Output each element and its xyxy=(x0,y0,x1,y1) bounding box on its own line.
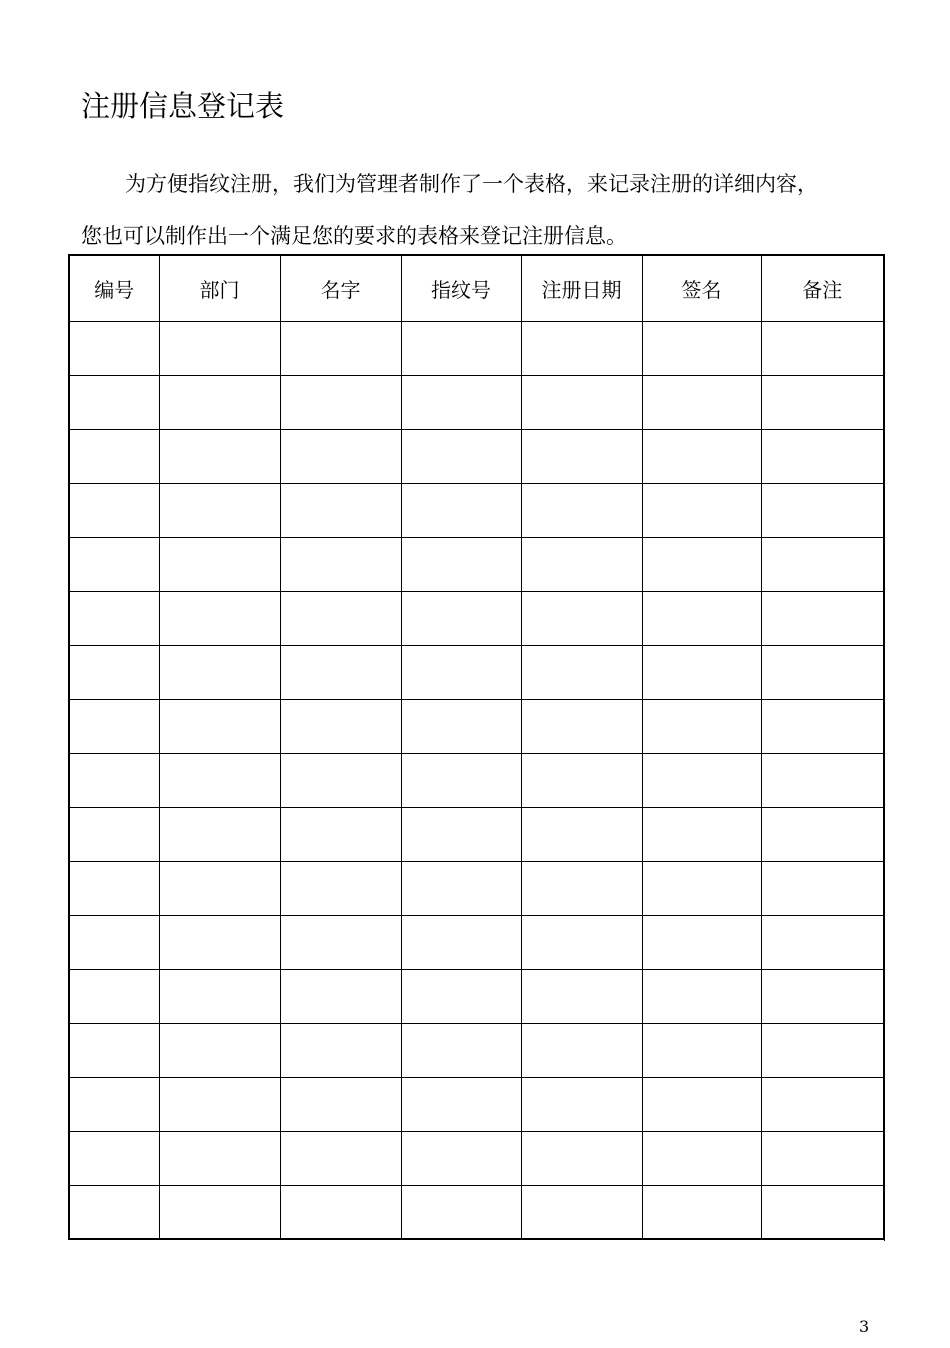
table-row xyxy=(69,699,884,753)
table-cell xyxy=(401,1131,521,1185)
table-cell xyxy=(761,1185,884,1239)
table-cell xyxy=(69,1185,159,1239)
table-cell xyxy=(761,591,884,645)
table-cell xyxy=(69,537,159,591)
table-cell xyxy=(159,915,280,969)
table-cell xyxy=(761,321,884,375)
table-cell xyxy=(521,1023,642,1077)
table-cell xyxy=(401,591,521,645)
table-cell xyxy=(159,807,280,861)
table-cell xyxy=(642,645,761,699)
table-body xyxy=(69,321,884,1239)
table-cell xyxy=(159,1185,280,1239)
table-cell xyxy=(159,375,280,429)
table-cell xyxy=(642,321,761,375)
table-cell xyxy=(401,375,521,429)
table-cell xyxy=(642,915,761,969)
table-cell xyxy=(521,483,642,537)
table-cell xyxy=(642,861,761,915)
column-header-signature: 签名 xyxy=(642,255,761,321)
table-cell xyxy=(159,1131,280,1185)
table-cell xyxy=(521,753,642,807)
page-title: 注册信息登记表 xyxy=(81,89,285,123)
table-cell xyxy=(401,807,521,861)
table-cell xyxy=(761,1077,884,1131)
table-row xyxy=(69,1023,884,1077)
table-cell xyxy=(521,375,642,429)
table-cell xyxy=(401,915,521,969)
table-cell xyxy=(280,537,401,591)
table-cell xyxy=(159,645,280,699)
table-cell xyxy=(761,1131,884,1185)
table-cell xyxy=(280,969,401,1023)
table-cell xyxy=(642,591,761,645)
table-cell xyxy=(280,375,401,429)
table-row xyxy=(69,969,884,1023)
column-header-department: 部门 xyxy=(159,255,280,321)
registration-table xyxy=(68,254,885,1240)
table-cell xyxy=(69,807,159,861)
table-cell xyxy=(159,1023,280,1077)
intro-line-2: 您也可以制作出一个满足您的要求的表格来登记注册信息。 xyxy=(81,224,627,248)
table-row xyxy=(69,321,884,375)
table-cell xyxy=(761,915,884,969)
table-cell xyxy=(69,753,159,807)
table-cell xyxy=(159,537,280,591)
table-cell xyxy=(761,753,884,807)
table-cell xyxy=(159,321,280,375)
table-cell xyxy=(401,753,521,807)
table-cell xyxy=(280,1185,401,1239)
table-cell xyxy=(69,375,159,429)
table-cell xyxy=(521,807,642,861)
table-cell xyxy=(280,861,401,915)
table-cell xyxy=(642,1131,761,1185)
table-cell xyxy=(642,753,761,807)
table-row xyxy=(69,1131,884,1185)
table-cell xyxy=(521,915,642,969)
table-cell xyxy=(159,1077,280,1131)
table-cell xyxy=(69,1131,159,1185)
table-cell xyxy=(69,915,159,969)
table-row xyxy=(69,537,884,591)
table-cell xyxy=(642,969,761,1023)
table-cell xyxy=(642,537,761,591)
intro-line-1: 为方便指纹注册，我们为管理者制作了一个表格，来记录注册的详细内容， xyxy=(125,172,818,196)
table-cell xyxy=(401,969,521,1023)
table-cell xyxy=(642,1023,761,1077)
table-cell xyxy=(280,1131,401,1185)
table-cell xyxy=(69,861,159,915)
page-number: 3 xyxy=(859,1317,870,1336)
table-cell xyxy=(401,1077,521,1131)
table-cell xyxy=(280,1023,401,1077)
table-cell xyxy=(521,1077,642,1131)
table-cell xyxy=(401,1023,521,1077)
table-cell xyxy=(642,429,761,483)
column-header-remarks: 备注 xyxy=(761,255,884,321)
table-cell xyxy=(280,429,401,483)
table-cell xyxy=(159,429,280,483)
table-cell xyxy=(521,969,642,1023)
table-row xyxy=(69,1185,884,1239)
table-cell xyxy=(159,969,280,1023)
table-cell xyxy=(521,591,642,645)
table-right-edge-line xyxy=(884,254,885,1241)
table-cell xyxy=(401,1185,521,1239)
table-cell xyxy=(761,483,884,537)
table-cell xyxy=(159,591,280,645)
column-header-register-date: 注册日期 xyxy=(521,255,642,321)
table-cell xyxy=(761,807,884,861)
table-row xyxy=(69,753,884,807)
table-cell xyxy=(761,537,884,591)
table-cell xyxy=(521,429,642,483)
table-cell xyxy=(521,861,642,915)
column-header-id: 编号 xyxy=(69,255,159,321)
column-header-name: 名字 xyxy=(280,255,401,321)
table-cell xyxy=(69,1077,159,1131)
table-row xyxy=(69,483,884,537)
table-cell xyxy=(69,699,159,753)
table-cell xyxy=(69,1023,159,1077)
table-cell xyxy=(280,699,401,753)
table-cell xyxy=(521,537,642,591)
table-cell xyxy=(761,429,884,483)
table-cell xyxy=(761,969,884,1023)
table-cell xyxy=(642,699,761,753)
table-cell xyxy=(69,429,159,483)
table-cell xyxy=(642,1185,761,1239)
table-cell xyxy=(761,699,884,753)
table-cell xyxy=(401,861,521,915)
table-cell xyxy=(69,591,159,645)
table-row xyxy=(69,645,884,699)
table-row xyxy=(69,861,884,915)
table-cell xyxy=(642,1077,761,1131)
table-cell xyxy=(642,483,761,537)
table-row xyxy=(69,429,884,483)
table-header-row xyxy=(69,255,884,321)
table-row xyxy=(69,1077,884,1131)
table-cell xyxy=(280,645,401,699)
table-cell xyxy=(642,807,761,861)
table-cell xyxy=(401,429,521,483)
table-cell xyxy=(280,483,401,537)
table-cell xyxy=(761,1023,884,1077)
table-row xyxy=(69,915,884,969)
table-row xyxy=(69,375,884,429)
table-cell xyxy=(401,483,521,537)
table-cell xyxy=(159,753,280,807)
table-cell xyxy=(159,483,280,537)
table-cell xyxy=(280,321,401,375)
table-cell xyxy=(401,537,521,591)
table-cell xyxy=(69,321,159,375)
table-cell xyxy=(521,1185,642,1239)
table-cell xyxy=(280,915,401,969)
table-cell xyxy=(761,375,884,429)
table-cell xyxy=(521,321,642,375)
table-cell xyxy=(280,591,401,645)
table-cell xyxy=(401,699,521,753)
table-row xyxy=(69,807,884,861)
table-cell xyxy=(401,645,521,699)
table-cell xyxy=(521,645,642,699)
table-cell xyxy=(521,699,642,753)
intro-paragraph xyxy=(81,158,881,262)
table-cell xyxy=(761,861,884,915)
table-cell xyxy=(159,699,280,753)
table-cell xyxy=(159,861,280,915)
table-cell xyxy=(280,807,401,861)
column-header-fingerprint-no: 指纹号 xyxy=(401,255,521,321)
table-row xyxy=(69,591,884,645)
table-cell xyxy=(69,969,159,1023)
table-cell xyxy=(69,483,159,537)
table-cell xyxy=(761,645,884,699)
table-cell xyxy=(280,753,401,807)
table-cell xyxy=(642,375,761,429)
table-cell xyxy=(280,1077,401,1131)
table-cell xyxy=(401,321,521,375)
table-cell xyxy=(521,1131,642,1185)
table-cell xyxy=(69,645,159,699)
